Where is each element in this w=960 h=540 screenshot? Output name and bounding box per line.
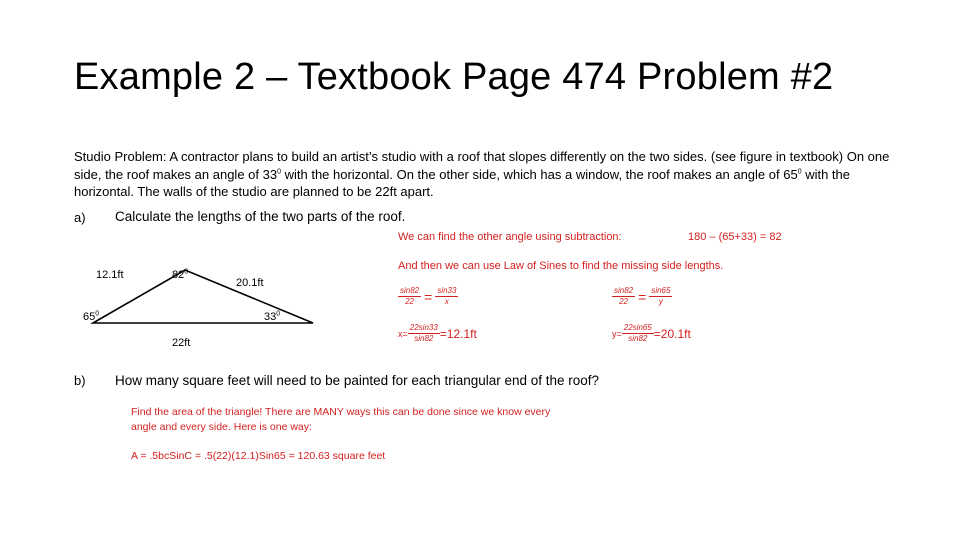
problem-text-2: with the horizontal. On the other side, which has a window, the roof makes an angle of 65 xyxy=(280,166,798,182)
right-side-length: 20.1ft xyxy=(236,277,264,289)
fraction: $\frac{\sin 82}{22}$ xyxy=(614,286,634,306)
left-side-length: 12.1ft xyxy=(96,269,124,281)
area-explanation-2: angle and every side. Here is one way: xyxy=(131,421,312,433)
degree-mark: 0 xyxy=(277,168,281,176)
degree-mark: 0 xyxy=(797,168,802,176)
problem-statement xyxy=(74,148,904,201)
problem-text-3: with the horizontal. The walls of the studio are planned to be 22ft apart. xyxy=(74,166,851,199)
fraction: $\frac{\sin 33}{x}$ xyxy=(437,286,457,306)
fraction: $\frac{22\sin 65}{\sin 82}$ xyxy=(623,323,652,343)
left-angle: $65^0$ xyxy=(83,310,100,323)
part-b-label: b) xyxy=(74,373,86,388)
right-angle: $33^0$ xyxy=(264,310,281,323)
left-proportion: $\frac{\sin 82}{22}$ = $\frac{\sin 33}{x}$ xyxy=(400,286,457,306)
law-of-sines-explanation: And then we can use Law of Sines to find the missing side lengths. xyxy=(398,260,724,272)
area-explanation-1: Find the area of the triangle! There are MANY ways this can be done since we know every xyxy=(131,406,551,418)
subtraction-explanation: We can find the other angle using subtraction: xyxy=(398,231,622,243)
base-length: 22ft xyxy=(172,337,191,349)
part-a-label: a) xyxy=(74,210,86,225)
top-angle: $82^0$ xyxy=(172,268,189,281)
y-solution: y= $\frac{22\sin 65}{\sin 82}$ =20.1ft xyxy=(612,323,691,343)
fraction: $\frac{\sin 82}{22}$ xyxy=(400,286,420,306)
part-b-question: How many square feet will need to be painted for each triangular end of the roof? xyxy=(115,373,600,388)
area-formula: A = .5bcSinC = .5(22)(12.1)Sin65 = 120.63 square feet xyxy=(131,450,386,462)
triangle-diagram xyxy=(70,255,320,335)
slide-title: Example 2 – Textbook Page 474 Problem #2 xyxy=(74,56,834,98)
problem-text-1: Studio Problem: A contractor plans to build an artist’s studio with a roof that slopes differently on the two sides. (see figure in textbook) On one side, the roof makes an angle of 33 xyxy=(74,149,890,182)
fraction: $\frac{\sin 65}{y}$ xyxy=(651,286,671,306)
part-a-question: Calculate the lengths of the two parts of the roof. xyxy=(115,209,406,224)
x-solution: x= $\frac{22\sin 33}{\sin 82}$ =12.1ft xyxy=(398,323,477,343)
subtraction-equation: 180 – (65+33) = 82 xyxy=(688,231,782,243)
right-proportion: $\frac{\sin 82}{22}$ = $\frac{\sin 65}{y}$ xyxy=(614,286,671,306)
fraction: $\frac{22\sin 33}{\sin 82}$ xyxy=(409,323,438,343)
